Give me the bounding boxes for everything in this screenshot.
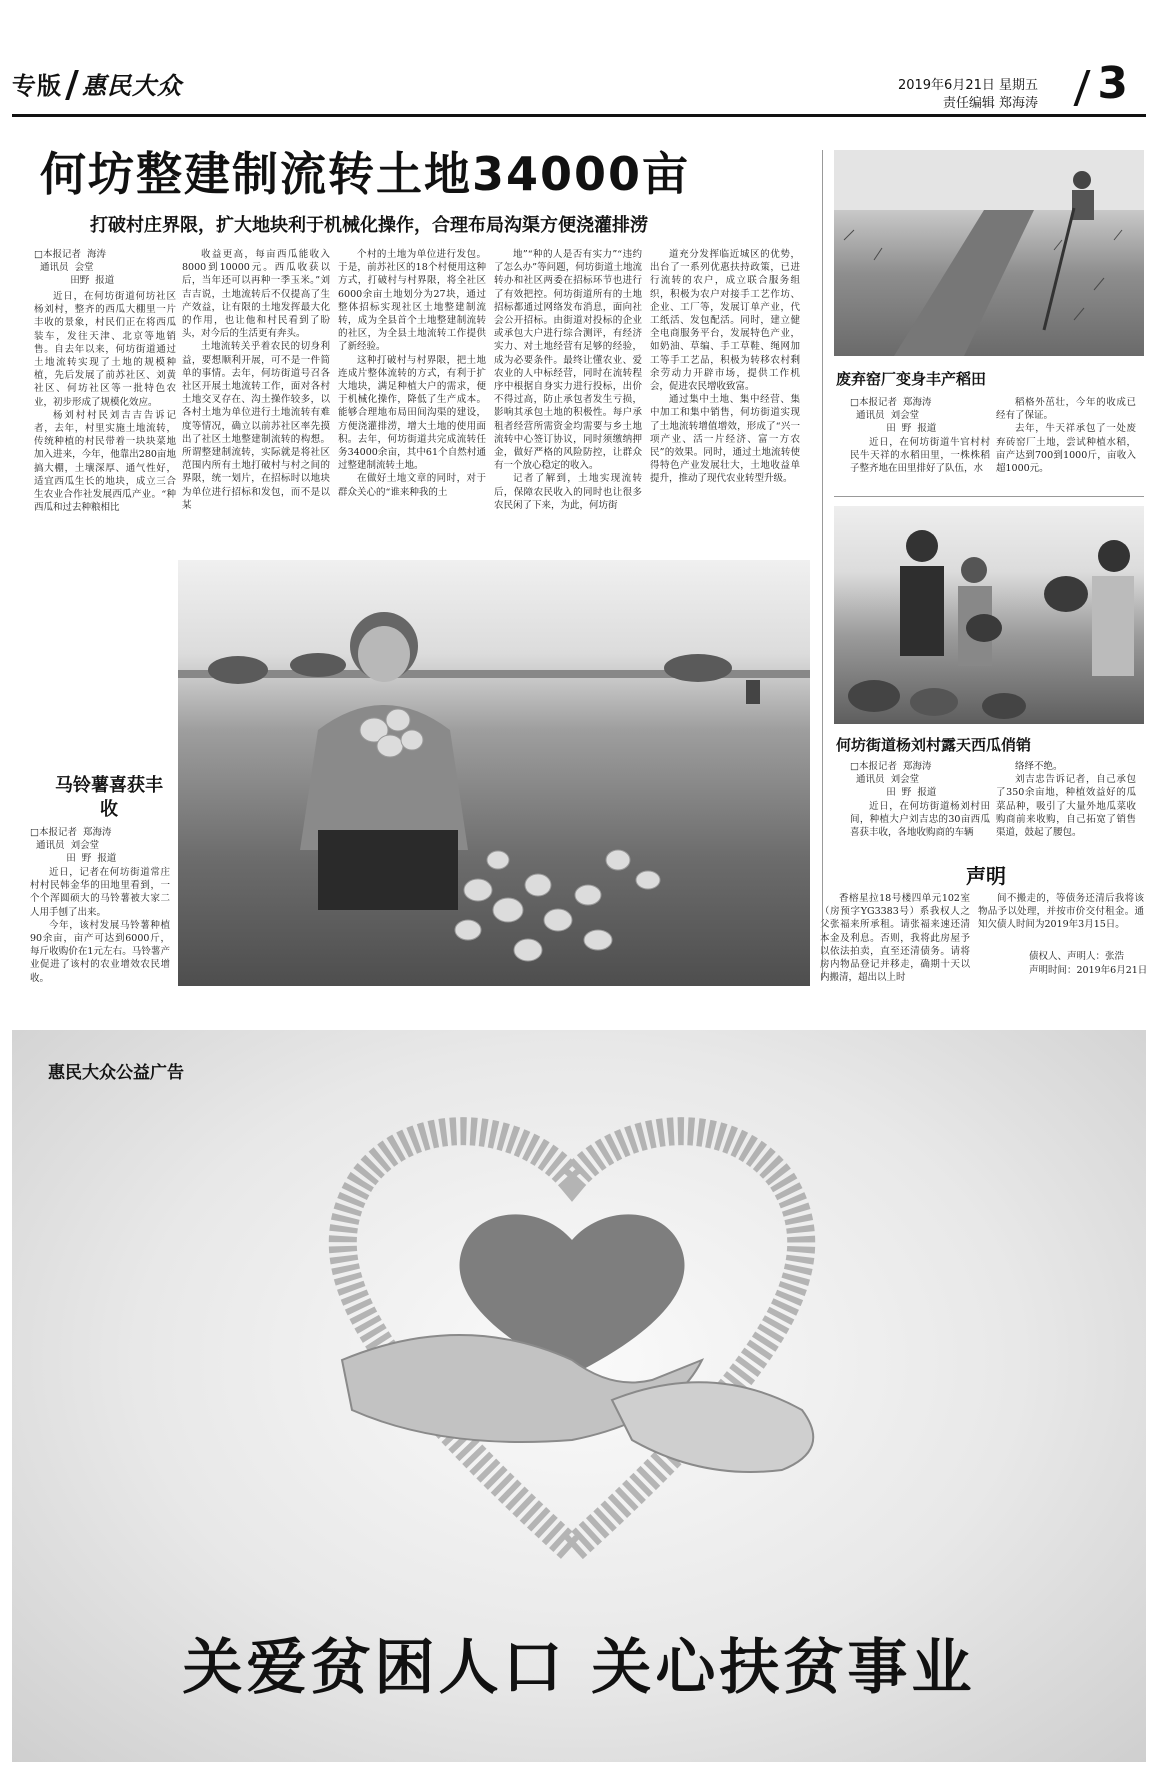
watermelon-illustration bbox=[834, 506, 1144, 724]
column-divider bbox=[822, 150, 823, 980]
rice-story-byline: □本报记者 郑海涛 通讯员 刘会堂 田 野 报道 bbox=[850, 397, 937, 435]
ad-label: 惠民大众公益广告 bbox=[48, 1063, 184, 1083]
section-label: 专版 bbox=[12, 71, 62, 100]
page-info bbox=[868, 58, 1128, 111]
lead-column-5: 道充分发挥临近城区的优势，出台了一系列优惠扶持政策，已进行流转的农户，成立联合服务组织，积极为农户对接手工艺作坊、企业、工厂等，发展订单产业，代工纸活、发包配活。同时，建立健全电商服务平台，发展特色产业，如奶油、草编、手工草鞋、绳网加工等手工艺品，积极为转移农村剩余劳动力开辟市场，提供工作机会，促进农民增收致富。 通过集中土地、集中经营、集中加工和集中销售，何坊街道实现了土地流转增值增效，形成了“兴一项产业、活一片经济、富一方农民”的效果。同时，通过土地流转使得特色产业发展壮大，土地收益单提升，推动了现代农业转型升级。 bbox=[650, 249, 800, 485]
lead-column-4: 地”“种的人是否有实力”“违约了怎么办”等问题，何坊街道土地流转办和社区两委在招标环节也进行了有效把控。何坊街道所有的土地招标都通过网络发布消息，面向社会公开招标。由街道对投标的企业或承包大户进行综合测评，有经济实力、对土地经营有足够的经验，成为必要条件。最终让懂农业、爱农业的人中标经营，同时在流转程序中根据自身实力进行投标，出价不得过高，防止承包者发生亏损，影响其承包土地的积极性。每户承租者经营所需资金均需要与乡土地流转中心签订协议，同时须缴纳押金，做好严格的风险防控，让群众有一个放心稳定的收入。 记者了解到，土地实现流转后，保障农民收入的同时也让很多农民闲了下来，为此，何坊街 bbox=[494, 249, 642, 511]
notice-column-2: 间不搬走的，等债务还清后我将该物品予以处理，并按市价交付租金。通知欠债人时间为2019年3月15日。 bbox=[978, 893, 1144, 931]
potato-harvest-photo bbox=[178, 560, 810, 986]
rice-story-title: 废弃窑厂变身丰产稻田 bbox=[836, 370, 987, 388]
lead-subheadline: 打破村庄界限，扩大地块利于机械化操作，合理布局沟渠方便浇灌排涝 bbox=[90, 215, 648, 236]
lead-byline: □本报记者 海涛 通讯员 会堂 田野 报道 bbox=[34, 249, 115, 287]
melon-story-title: 何坊街道杨刘村露天西瓜俏销 bbox=[836, 736, 1032, 754]
editor-credit: 责任编辑 郑海涛 bbox=[942, 96, 1038, 111]
rice-story-column-1: 近日，在何坊街道牛官村村民牛天祥的水稻田里，一株株稻子整齐地在田里排好了队伍，水 bbox=[850, 437, 990, 475]
potato-story-byline: □本报记者 郑海涛 通讯员 刘会堂 田 野 报道 bbox=[30, 827, 117, 865]
lead-headline: 何坊整建制流转土地34000亩 bbox=[40, 147, 691, 201]
rice-paddy-photo bbox=[834, 150, 1144, 356]
watermelon-harvest-photo bbox=[834, 506, 1144, 724]
issue-date: 2019年6月21日 星期五 bbox=[897, 78, 1038, 93]
lead-column-3: 个村的土地为单位进行发包。于是，前苏社区的18个村便用这种方式，打破村与村界限，将全社区6000余亩土地划分为27块，通过整体招标实现社区土地整建制流转，成为全县首个土地整建制流转的社区，为全县土地流转工作提供了新经验。 这种打破村与村界限，把土地连成片整体流转的方式，有利于扩大地块，满足种植大户的需求，便于机械化操作，降低了生产成本。能够合理地布局田间沟渠的建设，方便浇灌排涝，增大土地的使用面积。去年，何坊街道共完成流转任务34000余亩，其中61个自然村通过整建制流转土地。 在做好土地文章的同时，对于群众关心的“谁来种我的土 bbox=[338, 249, 486, 498]
masthead-rule bbox=[12, 114, 1146, 117]
ad-slogan: 关爱贫困人口 关心扶贫事业 bbox=[182, 1633, 976, 1703]
section-masthead bbox=[12, 66, 182, 101]
page-number: 3 bbox=[1097, 58, 1128, 109]
section-divider bbox=[834, 496, 1144, 497]
melon-story-column-1: 近日，在何坊街道杨刘村田间，种植大户刘吉忠的30亩西瓜喜获丰收，各地收购商的车辆 bbox=[850, 801, 990, 839]
potato-story-title: 马铃薯喜获丰收 bbox=[55, 775, 163, 820]
notice-title: 声明 bbox=[966, 864, 1006, 888]
notice-signatory: 债权人、声明人：张浩 bbox=[1029, 951, 1125, 962]
lead-column-2: 收益更高，每亩西瓜能收入8000到10000元。西瓜收获以后，当年还可以再种一季玉米。”刘吉吉说，土地流转后不仅提高了生产效益，让有限的土地发挥最大化的作用，也让他和村民看到了盼头，对今后的生活更有奔头。 土地流转关乎着农民的切身利益，要想顺利开展，可不是一件简单的事情。去年，何坊街道号召各社区开展土地流转工作，面对各村土地交叉存在、沟土操作较多，以各村土地为单位进行土地流转有难度等情况，确立以前苏社区率先摸出了社区土地整建制流转的构想。所谓整建制流转，实际就是将社区范围内所有土地打破村与村之间的界限，统一划片，在招标时以地块为单位进行招标和发包，而不是以某 bbox=[182, 249, 330, 511]
paper-name: 惠民大众 bbox=[82, 71, 182, 100]
page-slash bbox=[1073, 70, 1090, 106]
lead-column-1: 近日，在何坊街道何坊社区杨刘村，整齐的西瓜大棚里一片丰收的景象，村民们正在将西瓜装车，发往天津、北京等地销售。自去年以来，何坊街道通过土地流转实现了土地的规模种植，先后发展了前苏社区、刘黄社区、何坊社区等一批特色农业，初步形成了规模化效应。 杨刘村村民刘吉吉告诉记者，去年，村里实施土地流转，传统种植的村民带着一块块菜地加入进来，今年，他靠出280亩地搞大棚，土壤深厚、通气性好，适宜西瓜生长的地块，成立三合生农业合作社发展西瓜产业。“种西瓜和过去种粮相比 bbox=[34, 291, 176, 514]
rice-story-column-2: 稻格外茁壮，今年的收成已经有了保证。 去年，牛天祥承包了一处废弃砖窑厂土地，尝试种植水稻，亩产达到700到1000斤，亩收入超1000元。 bbox=[996, 397, 1136, 475]
notice-column-1: 香榕星拉18号楼四单元102室（房预字YG3383号）系我权人之父张福来所承租。请张福来速还清本金及利息。否则，我将此房屋予以依法拍卖，直至还清债务。请将房内物品登记并移走，确期十天以内搬清，超出以上时 bbox=[820, 893, 970, 984]
masthead-slash bbox=[65, 70, 79, 100]
potato-story-body: 近日，记者在何坊街道常庄村村民韩金华的田地里看到，一个个浑圆硕大的马铃薯被大家二人用手刨了出来。 今年，该村发展马铃薯种植90余亩，亩产可达到6000斤，每斤收购价在1元左右。马铃薯产业促进了该村的农业增效农民增收。 bbox=[30, 867, 170, 984]
melon-story-column-2: 络绎不绝。 刘吉忠告诉记者，自己承包了350余亩地，种植效益好的瓜菜品种，吸引了大量外地瓜菜收购商前来收购，自己拓宽了销售渠道，鼓起了腰包。 bbox=[996, 761, 1136, 839]
notice-date: 声明时间：2019年6月21日 bbox=[1029, 965, 1148, 976]
potato-farmer-illustration bbox=[178, 560, 810, 986]
rice-paddy-illustration bbox=[834, 150, 1144, 356]
melon-story-byline: □本报记者 郑海涛 通讯员 刘会堂 田 野 报道 bbox=[850, 761, 937, 799]
